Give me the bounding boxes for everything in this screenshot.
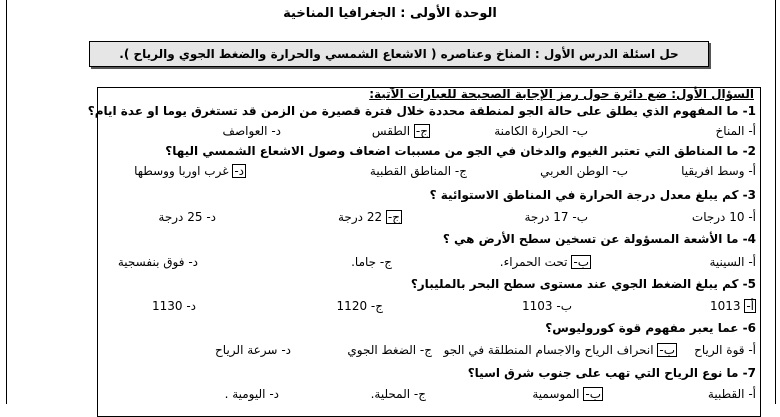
option-text: المناطق القطبية: [369, 164, 452, 178]
option-text: انحراف الرياح والاجسام المنطلقة في الجو: [443, 343, 654, 357]
option-letter: د-: [188, 255, 198, 269]
option-text: القطبية: [707, 387, 745, 401]
option-letter: أ-: [748, 255, 756, 269]
option[interactable]: [351, 255, 392, 269]
option-text: الطقس: [371, 124, 411, 138]
option[interactable]: [223, 124, 281, 138]
option-text: 1103: [521, 299, 553, 313]
option-correct[interactable]: [338, 210, 402, 224]
option-text: الموسمية: [532, 387, 580, 401]
option-letter: ب-: [572, 210, 588, 224]
option-text: المحلية.: [370, 387, 411, 401]
option[interactable]: [371, 387, 426, 401]
option[interactable]: [494, 124, 588, 138]
option-letter: أ-: [748, 343, 756, 357]
option-letter: أ-: [748, 210, 756, 224]
option[interactable]: [158, 210, 216, 224]
option-letter-circled: ب-: [585, 387, 601, 401]
option-correct[interactable]: [500, 255, 591, 269]
lesson-title-box: [89, 41, 709, 67]
option-letter-circled: د-: [234, 164, 244, 178]
question-2-options: [100, 164, 756, 180]
option[interactable]: [347, 343, 432, 357]
option-text: وسط افريقيا: [681, 164, 745, 178]
option-text: غرب اوربا ووسطها: [134, 164, 229, 178]
option-letter: ج-: [379, 255, 392, 269]
option-text: الوطن العربي: [540, 164, 609, 178]
option-text: 1130: [151, 299, 183, 313]
option-letter: د-: [281, 343, 291, 357]
option-letter-circled: ب-: [659, 343, 675, 357]
lesson-title: حل اسئلة الدرس الأول : المناخ وعناصره ( الاشعاع الشمسي والحرارة والضغط الجوي والرياح ).: [119, 47, 679, 61]
option-letter: ب-: [572, 124, 588, 138]
question-4: 4- ما الأشعة المسؤولة عن تسخين سطح الأرض هي ؟: [442, 232, 756, 246]
option-text: السينية: [709, 255, 745, 269]
option-letter: ج-: [413, 387, 426, 401]
option[interactable]: [692, 210, 756, 224]
option-text: سرعة الرياح: [215, 343, 278, 357]
option-correct[interactable]: [532, 387, 603, 401]
question-2: 2- ما المناطق التي تعتبر الغيوم والدخان في الجو من مسببات اضعاف وصول الاشعاع الشمسي اليها؟: [165, 144, 756, 158]
question-5-options: [100, 299, 756, 317]
option-text: الحرارة الكامنة: [494, 124, 569, 138]
question-7: 7- ما نوع الرياح التي تهب على جنوب شرق اسيا؟: [467, 366, 756, 380]
option[interactable]: [370, 164, 467, 178]
option-letter: أ-: [748, 164, 756, 178]
option[interactable]: [522, 299, 572, 313]
option-text: قوة الرياح: [694, 343, 745, 357]
option-correct[interactable]: [710, 299, 756, 313]
option-letter: ب-: [612, 164, 628, 178]
option-text: 25 درجة: [158, 210, 203, 224]
option-letter: ج-: [454, 164, 467, 178]
question-1: 1- ما المفهوم الذي يطلق على حالة الجو لمنطقة محددة خلال فترة قصيرة من الزمن قد تستغرق يوما او عدة ايام؟: [87, 104, 756, 118]
option-letter-circled: ب-: [573, 255, 589, 269]
option-letter: أ-: [748, 387, 756, 401]
option[interactable]: [710, 255, 757, 269]
option-correct[interactable]: [444, 343, 677, 357]
questions-frame: [87, 87, 761, 417]
option-text: 22 درجة: [338, 210, 383, 224]
unit-title: الوحدة الأولى : الجغرافيا المناخية: [283, 6, 497, 21]
option-text: العواصف: [222, 124, 268, 138]
option-letter: د-: [269, 387, 279, 401]
option-text: 1013: [709, 299, 741, 313]
option-letter-circled: ج-: [415, 124, 428, 138]
option-text: تحت الحمراء.: [499, 255, 568, 269]
option-letter: أ-: [748, 124, 756, 138]
option-letter-circled: أ-: [746, 299, 754, 313]
option-text: اليومية .: [224, 387, 266, 401]
question-header: السؤال الأول: ضع دائرة حول رمز الإجابة الصحيحة للعبارات الآتية:: [369, 87, 754, 101]
option[interactable]: [225, 387, 279, 401]
option-letter: ج-: [370, 299, 383, 313]
option-text: المناخ: [715, 124, 745, 138]
option[interactable]: [716, 124, 756, 138]
option-letter: د-: [271, 124, 281, 138]
option[interactable]: [152, 299, 196, 313]
option[interactable]: [215, 343, 291, 357]
question-7-options: [100, 387, 756, 403]
option[interactable]: [708, 387, 756, 401]
option-text: 17 درجة: [524, 210, 569, 224]
option-letter: ج-: [419, 343, 432, 357]
option[interactable]: [694, 343, 756, 357]
option[interactable]: [681, 164, 756, 178]
question-3-options: [100, 210, 756, 228]
option[interactable]: [118, 255, 198, 269]
option-text: 1120: [336, 299, 368, 313]
option-text: جاما.: [351, 255, 377, 269]
option-text: الضغط الجوي: [347, 343, 417, 357]
question-4-options: [100, 255, 756, 271]
option-letter: د-: [206, 210, 216, 224]
option[interactable]: [540, 164, 628, 178]
option-correct[interactable]: [372, 124, 430, 138]
option-text: فوق بنفسجية: [117, 255, 185, 269]
question-3: 3- كم يبلغ معدل درجة الحرارة في المناطق الاستوائية ؟: [429, 188, 756, 202]
option-letter-circled: ج-: [387, 210, 400, 224]
question-1-options: [100, 124, 756, 140]
option-letter: ب-: [556, 299, 572, 313]
option-correct[interactable]: [134, 164, 246, 178]
option-letter: د-: [186, 299, 196, 313]
option[interactable]: [524, 210, 588, 224]
question-6-options: [100, 343, 756, 359]
option[interactable]: [337, 299, 383, 313]
question-5: 5- كم يبلغ الضغط الجوي عند مستوى سطح البحر بالمليبار؟: [410, 277, 756, 291]
question-6: 6- عما يعبر مفهوم قوة كوروليوس؟: [545, 321, 756, 335]
option-text: 10 درجات: [691, 210, 745, 224]
